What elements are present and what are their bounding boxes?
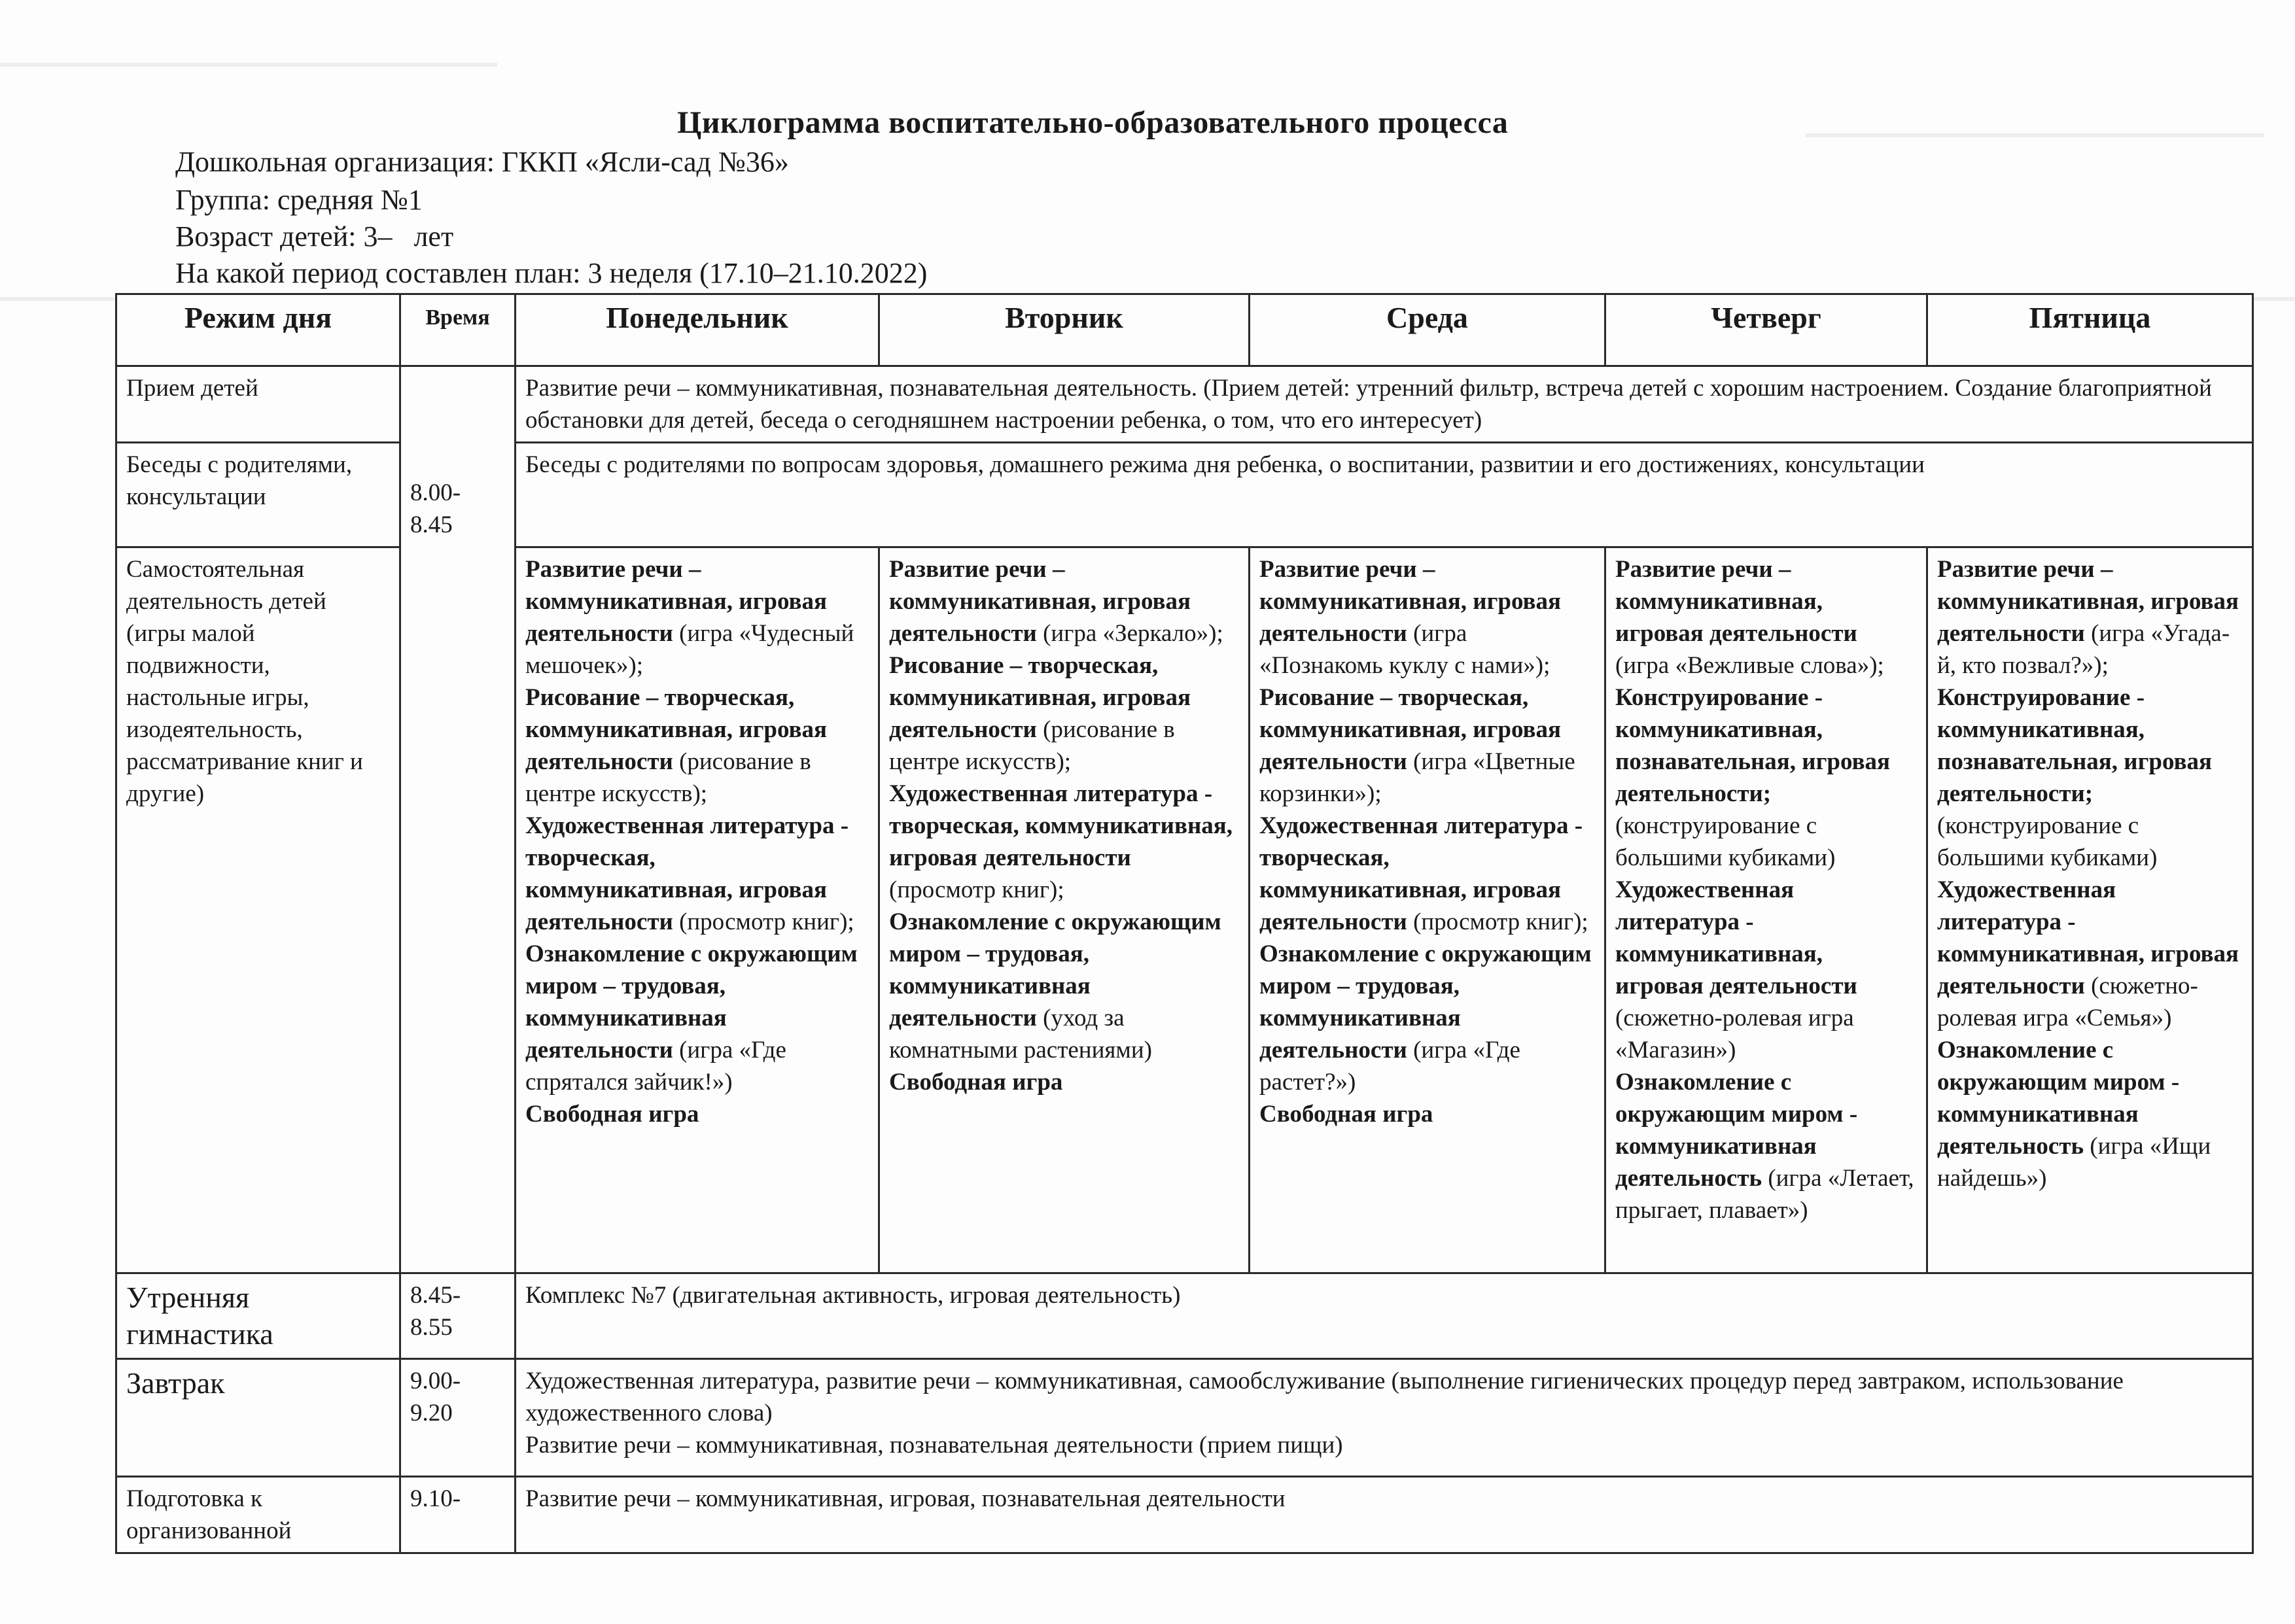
activity-detail: (игра «Чудесный мешочек»); bbox=[525, 620, 854, 679]
table-row bbox=[116, 1477, 2253, 1553]
regime-prep: Подготовка к организованной bbox=[116, 1477, 400, 1553]
scan-streak bbox=[1806, 133, 2264, 137]
header-time: Время bbox=[400, 294, 516, 366]
regime-parents: Беседы с родителями, консультации bbox=[116, 443, 400, 547]
activity-speech: Развитие речи – коммуникативная, игровая деятельности bbox=[525, 556, 828, 647]
activity-literature: Художественная литература - коммуникативная, игровая деятельности bbox=[1615, 876, 1857, 999]
header-wednesday: Среда bbox=[1250, 294, 1605, 366]
header-monday: Понедельник bbox=[516, 294, 879, 366]
activity-detail: (игра «Где растет?») bbox=[1259, 1037, 1520, 1096]
regime-gym: Утренняя гимнастика bbox=[116, 1273, 400, 1359]
independent-tuesday bbox=[879, 547, 1250, 1273]
activity-literature: Художественная литература - творческая, коммуникативная, игровая деятельности bbox=[525, 812, 849, 935]
age-line: Возраст детей: 3– лет bbox=[175, 220, 454, 252]
regime-reception: Прием детей bbox=[116, 366, 400, 443]
activity-world: Ознакомление с окружающим миром – трудовая, коммуникативная деятельности bbox=[1259, 941, 1592, 1063]
time-prep: 9.10- bbox=[400, 1477, 516, 1553]
header-thursday: Четверг bbox=[1605, 294, 1927, 366]
parents-activities: Беседы с родителями по вопросам здоровья, домашнего режима дня ребенка, о воспитании, развитии и его достижениях, консультации bbox=[516, 443, 2253, 547]
gym-activities: Комплекс №7 (двигательная активность, игровая деятельность) bbox=[516, 1273, 2253, 1359]
activity-detail: (игра «Ищи найдешь») bbox=[1937, 1133, 2211, 1192]
activity-detail: (игра «Познакомь куклу с нами»); bbox=[1259, 620, 1550, 679]
activity-detail: (рисование в центре искусств); bbox=[525, 748, 811, 807]
header-friday: Пятница bbox=[1927, 294, 2253, 366]
time-morning: 8.00- 8.45 bbox=[400, 366, 516, 1273]
table-row bbox=[116, 1359, 2253, 1477]
time-gym: 8.45- 8.55 bbox=[400, 1273, 516, 1359]
independent-monday bbox=[516, 547, 879, 1273]
header-regime: Режим дня bbox=[116, 294, 400, 366]
scan-streak bbox=[0, 63, 497, 67]
organization-line: Дошкольная организация: ГККП «Ясли-сад №36» bbox=[175, 146, 789, 178]
scan-streak bbox=[0, 297, 115, 301]
document-title: Циклограмма воспитательно-образовательного процесса bbox=[677, 105, 1509, 140]
independent-wednesday bbox=[1250, 547, 1605, 1273]
header-tuesday: Вторник bbox=[879, 294, 1250, 366]
activity-detail: (игра «Где спрятался зайчик!») bbox=[525, 1037, 786, 1096]
activity-speech: Развитие речи – коммуникативная, игровая деятельности bbox=[889, 556, 1191, 647]
activity-world: Ознакомление с окружающим миром – трудовая, коммуникативная деятельности bbox=[889, 908, 1221, 1031]
activity-detail: (игра «Угада-й, кто позвал?»); bbox=[1937, 620, 2230, 679]
activity-detail: (сюжетно-ролевая игра «Магазин») bbox=[1615, 1005, 1854, 1063]
activity-drawing: Рисование – творческая, коммуникативная, игровая деятельности bbox=[525, 684, 828, 775]
breakfast-activities bbox=[516, 1359, 2253, 1477]
activity-literature: Художественная литература - коммуникативная, игровая деятельности bbox=[1937, 876, 2239, 999]
activity-detail: (игра «Летает, прыгает, плавает») bbox=[1615, 1165, 1914, 1224]
scan-streak bbox=[2252, 297, 2295, 301]
table-row bbox=[116, 366, 2253, 443]
activity-construction: Конструирование - коммуникативная, познавательная, игровая деятельности; bbox=[1937, 684, 2213, 807]
prep-activities: Развитие речи – коммуникативная, игровая, познавательная деятельности bbox=[516, 1477, 2253, 1553]
schedule-table bbox=[115, 293, 2254, 1554]
activity-drawing: Рисование – творческая, коммуникативная, игровая деятельности bbox=[1259, 684, 1562, 775]
reception-activities: Развитие речи – коммуникативная, познавательная деятельность. (Прием детей: утренний фильтр, встреча детей с хорошим настроением. Создание благоприятной обстановки для детей, беседа о сегодняшнем настроении ребенка, о том, что его интересует) bbox=[516, 366, 2253, 443]
table-row bbox=[116, 1273, 2253, 1359]
activity-drawing: Рисование – творческая, коммуникативная, игровая деятельности bbox=[889, 652, 1191, 743]
activity-detail: (игра «Цветные корзинки»); bbox=[1259, 748, 1575, 807]
activity-detail: (просмотр книг); bbox=[889, 876, 1064, 903]
activity-speech: Развитие речи – коммуникативная, игровая деятельности bbox=[1615, 556, 1857, 647]
breakfast-text-2: Развитие речи – коммуникативная, познавательная деятельности (прием пищи) bbox=[525, 1432, 1343, 1459]
activity-detail: (игра «Вежливые слова»); bbox=[1615, 652, 1884, 679]
activity-construction: Конструирование - коммуникативная, познавательная, игровая деятельности; bbox=[1615, 684, 1891, 807]
activity-speech: Развитие речи – коммуникативная, игровая деятельности bbox=[1259, 556, 1562, 647]
activity-detail: (конструирование с большими кубиками) bbox=[1615, 812, 1836, 871]
activity-detail: (игра «Зеркало»); bbox=[1036, 620, 1223, 647]
regime-breakfast: Завтрак bbox=[116, 1359, 400, 1477]
activity-detail: (сюжетно-ролевая игра «Семья») bbox=[1937, 973, 2198, 1031]
activity-free-play: Свободная игра bbox=[889, 1069, 1063, 1096]
header-row bbox=[116, 294, 2253, 366]
activity-detail: (просмотр книг); bbox=[673, 908, 854, 935]
activity-world: Ознакомление с окружающим миром - коммуникативная деятельность bbox=[1937, 1037, 2180, 1160]
activity-speech: Развитие речи – коммуникативная, игровая деятельности bbox=[1937, 556, 2239, 647]
activity-literature: Художественная литература - творческая, коммуникативная, игровая деятельности bbox=[1259, 812, 1583, 935]
regime-independent: Самостоятельная деятельность детей (игры малой подвижности, настольные игры, изодеятельность, рассматривание книг и другие) bbox=[116, 547, 400, 1273]
activity-literature: Художественная литература - творческая, коммуникативная, игровая деятельности bbox=[889, 780, 1233, 871]
period-line: На какой период составлен план: 3 неделя (17.10–21.10.2022) bbox=[175, 257, 928, 289]
activity-detail: (рисование в центре искусств); bbox=[889, 716, 1175, 775]
independent-thursday bbox=[1605, 547, 1927, 1273]
activity-detail: (конструирование с большими кубиками) bbox=[1937, 812, 2158, 871]
activity-detail: (просмотр книг); bbox=[1407, 908, 1588, 935]
activity-detail: (уход за комнатными растениями) bbox=[889, 1005, 1152, 1063]
breakfast-text-1: Художественная литература, развитие речи – коммуникативная, самообслуживание (выполнение гигиенических процедур перед завтраком, использование художественного слова) bbox=[525, 1368, 2124, 1426]
activity-world: Ознакомление с окружающим миром - коммуникативная деятельность bbox=[1615, 1069, 1858, 1192]
time-breakfast: 9.00- 9.20 bbox=[400, 1359, 516, 1477]
activity-free-play: Свободная игра bbox=[1259, 1101, 1433, 1128]
group-line: Группа: средняя №1 bbox=[175, 184, 423, 216]
activity-free-play: Свободная игра bbox=[525, 1101, 699, 1128]
independent-friday bbox=[1927, 547, 2253, 1273]
activity-world: Ознакомление с окружающим миром – трудовая, коммуникативная деятельности bbox=[525, 941, 858, 1063]
